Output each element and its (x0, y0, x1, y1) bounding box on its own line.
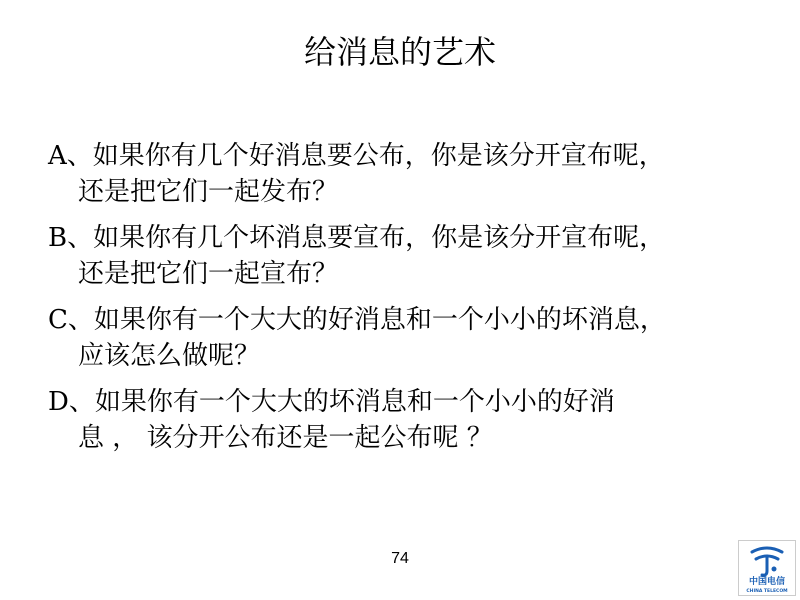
question-c (48, 302, 778, 374)
question-a-line-1: A、如果你有几个好消息要公布，你是该分开宣布呢， (48, 141, 665, 171)
question-c-line-2: 应该怎么做呢？ (78, 341, 261, 371)
question-d-line-1: D、如果你有一个大大的坏消息和一个小小的好消 (48, 387, 615, 417)
question-b-line-2: 还是把它们一起宣布？ (78, 259, 339, 289)
slide-title: 给消息的艺术 (303, 33, 496, 71)
question-b-line-1: B、如果你有几个坏消息要宣布，你是该分开宣布呢， (48, 223, 666, 253)
question-a (48, 138, 778, 210)
question-d (48, 384, 778, 456)
question-list (48, 138, 778, 466)
question-a-line-2: 还是把它们一起发布？ (78, 177, 339, 207)
china-telecom-logo-icon (738, 540, 796, 596)
question-d-line-2: 息 ， 该分开公布还是一起公布呢 ？ (78, 423, 493, 453)
svg-text:CHINA TELECOM: CHINA TELECOM (746, 589, 788, 594)
question-c-line-1: C、如果你有一个大大的好消息和一个小小的坏消息， (48, 305, 666, 335)
page-number: 74 (391, 550, 409, 567)
question-b (48, 220, 778, 292)
svg-text:中国电信: 中国电信 (748, 577, 786, 587)
